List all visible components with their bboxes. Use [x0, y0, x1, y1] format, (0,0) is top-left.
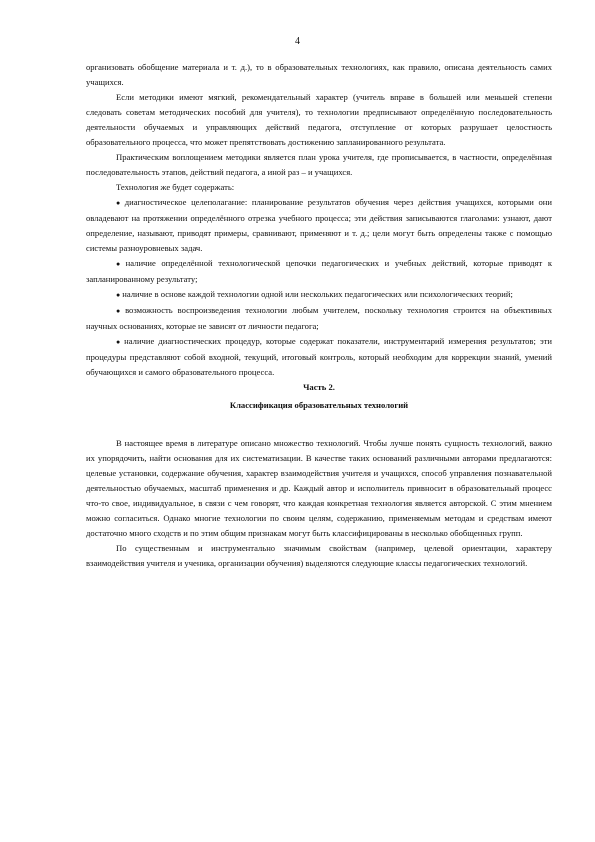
paragraph-continuation: организовать обобщение материала и т. д.), то в образовательных технологиях, как правило, описана деятельность самих учащихся. [86, 62, 552, 87]
bullet-icon: ● [116, 338, 123, 346]
paragraph-lesson-plan: Практическим воплощением методики является план урока учителя, где прописывается, в частности, определённая последовательность этапов, действий педагога, а иной раз – и учащихся. [86, 152, 552, 177]
list-item [86, 287, 552, 303]
list-item-text: диагностическое целеполагание: планирование результатов обучения через действия учащихся, которыми они овладевают на протяжении определённого отрезка учебного процесса; эти действия записываются глаголами: узнают, дают определение, называют, приводят примеры, сравнивают, применяют и т. д.; цели могут быть определены также с помощью системы разноуровневых задач. [86, 197, 552, 253]
bullet-icon: ● [116, 291, 121, 299]
paragraph-classification-intro: В настоящее время в литературе описано множество технологий. Чтобы лучше понять сущность технологий, важно их упорядочить, найти основания для их систематизации. В качестве таких оснований различными авторами предлагаются: целевые установки, содержание обучения, характер взаимодействия учителя и учащихся, способ управления познавательной деятельностью обучаемых, масштаб применения и др. Каждый автор и исполнитель привносит в образовательный процесс что-то свое, индивидуальное, в связи с чем говорят, что каждая конкретная технология является авторской. С этим мнением можно согласиться. Однако многие технологии по своим целям, содержанию, применяемым методам и средствам имеют достаточно много сходств и по этим общим признакам могут быть классифицированы в несколько обобщенных групп. [86, 438, 552, 538]
paragraph-methods-vs-technologies: Если методики имеют мягкий, рекомендательный характер (учитель вправе в большей или меньшей степени следовать советам методических пособий для учителя), то технологии предписывают определённую последовательность деятельности обучаемых и управляющих действий педагога, отступление от которых разрушает целостность образовательного процесса, что может препятствовать достижению запланированного результата. [86, 92, 552, 147]
paragraph-technology-contains: Технология же будет содержать: [116, 182, 235, 192]
bullet-icon: ● [116, 199, 123, 207]
page-number: 4 [295, 36, 300, 47]
section-subtitle: Классификация образовательных технологий [229, 400, 409, 410]
bullet-icon: ● [116, 307, 124, 315]
paragraph-classes: По существенным и инструментально значимым свойствам (например, целевой ориентации, характеру взаимодействия учителя и ученика, организации обучения) выделяются следующие классы педагогических технологий. [86, 543, 552, 568]
list-item-text: наличие в основе каждой технологии одной или нескольких педагогических или психологических теорий; [122, 289, 513, 299]
list-item-text: наличие определённой технологической цепочки педагогических и учебных действий, которые приводят к запланированному результату; [86, 258, 552, 284]
list-item [86, 303, 552, 334]
section-title: Часть 2. [303, 382, 335, 392]
bullet-icon: ● [116, 260, 124, 268]
list-item [86, 256, 552, 287]
list-item [86, 195, 552, 256]
list-item-text: возможность воспроизведения технологии любым учителем, поскольку технология строится на объективных научных основаниях, которые не зависят от личности педагога; [86, 305, 552, 331]
page-content [86, 60, 552, 571]
list-item-text: наличие диагностических процедур, которые содержат показатели, инструментарий измерения результатов; эти процедуры представляют собой входной, текущий, итоговый контроль, который необходим для коррекции знаний, умений обучающихся и самого образовательного процесса. [86, 336, 552, 377]
list-item [86, 334, 552, 380]
